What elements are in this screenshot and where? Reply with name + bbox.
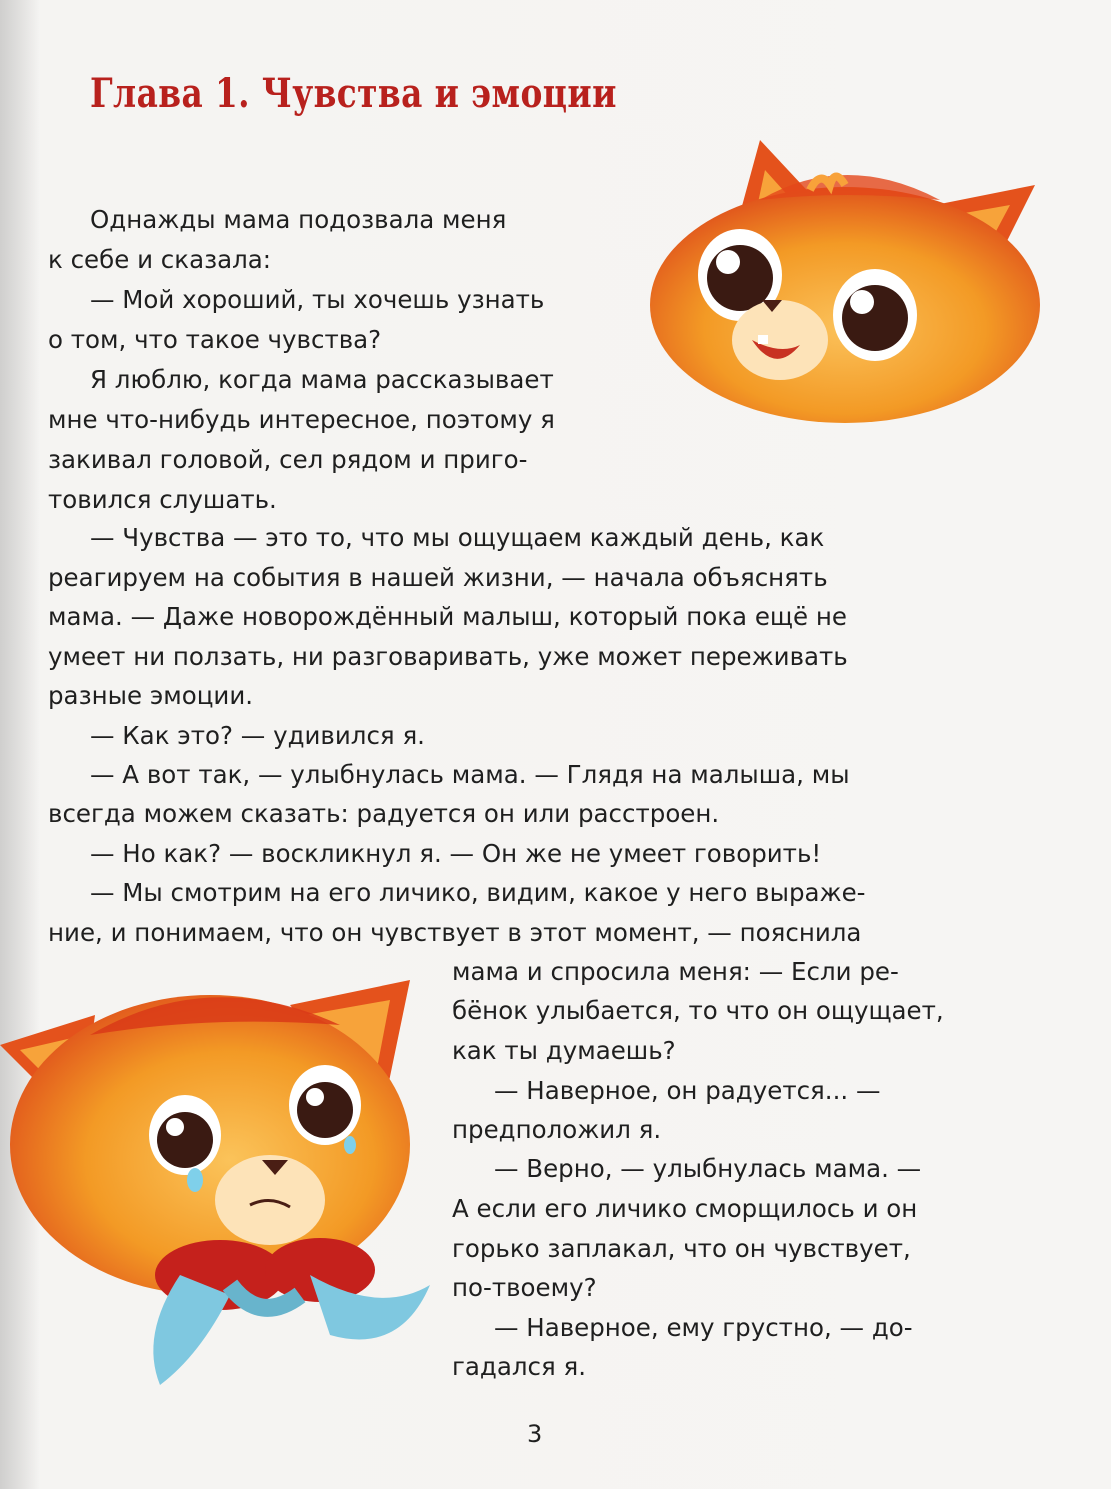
text-line: — Наверное, ему грустно, — до-	[494, 1313, 913, 1342]
text-line: Я люблю, когда мама рассказывает	[90, 365, 554, 394]
text-line: — Чувства — это то, что мы ощущаем каждый день, как	[90, 523, 825, 552]
text-line: А если его личико сморщилось и он	[452, 1194, 918, 1223]
text-line: — Мой хороший, ты хочешь узнать	[90, 285, 545, 314]
text-line: к себе и сказала:	[48, 245, 272, 274]
text-line: гадался я.	[452, 1352, 587, 1381]
text-line: — Наверное, он радуется... —	[494, 1076, 881, 1105]
crying-fox-illustration	[0, 975, 440, 1395]
happy-fox-illustration	[640, 130, 1040, 430]
text-line: ние, и понимаем, что он чувствует в этот момент, — пояснила	[48, 918, 862, 947]
text-line: горько заплакал, что он чувствует,	[452, 1234, 911, 1263]
text-line: — А вот так, — улыбнулась мама. — Глядя на малыша, мы	[90, 760, 850, 789]
text-line: — Но как? — воскликнул я. — Он же не умеет говорить!	[90, 839, 822, 868]
text-line: как ты думаешь?	[452, 1036, 676, 1065]
text-line: — Верно, — улыбнулась мама. —	[494, 1154, 922, 1183]
text-line: разные эмоции.	[48, 681, 254, 710]
text-line: о том, что такое чувства?	[48, 325, 382, 354]
text-line: товился слушать.	[48, 485, 277, 514]
text-line: — Как это? — удивился я.	[90, 721, 425, 750]
text-line: предположил я.	[452, 1115, 662, 1144]
text-line: — Мы смотрим на его личико, видим, какое у него выраже-	[90, 878, 866, 907]
page-number: 3	[527, 1420, 543, 1448]
text-line: мне что-нибудь интересное, поэтому я	[48, 405, 555, 434]
text-line: мама и спросила меня: — Если ре-	[452, 957, 899, 986]
text-line: мама. — Даже новорождённый малыш, который пока ещё не	[48, 602, 847, 631]
text-line: всегда можем сказать: радуется он или расстроен.	[48, 799, 720, 828]
text-line: по-твоему?	[452, 1273, 597, 1302]
text-line: закивал головой, сел рядом и приго-	[48, 445, 528, 474]
text-line: Однажды мама подозвала меня	[90, 205, 507, 234]
text-line: реагируем на события в нашей жизни, — начала объяснять	[48, 563, 828, 592]
text-line: бёнок улыбается, то что он ощущает,	[452, 996, 944, 1025]
chapter-title: Глава 1. Чувства и эмоции	[90, 70, 617, 117]
text-line: умеет ни ползать, ни разговаривать, уже может переживать	[48, 642, 848, 671]
